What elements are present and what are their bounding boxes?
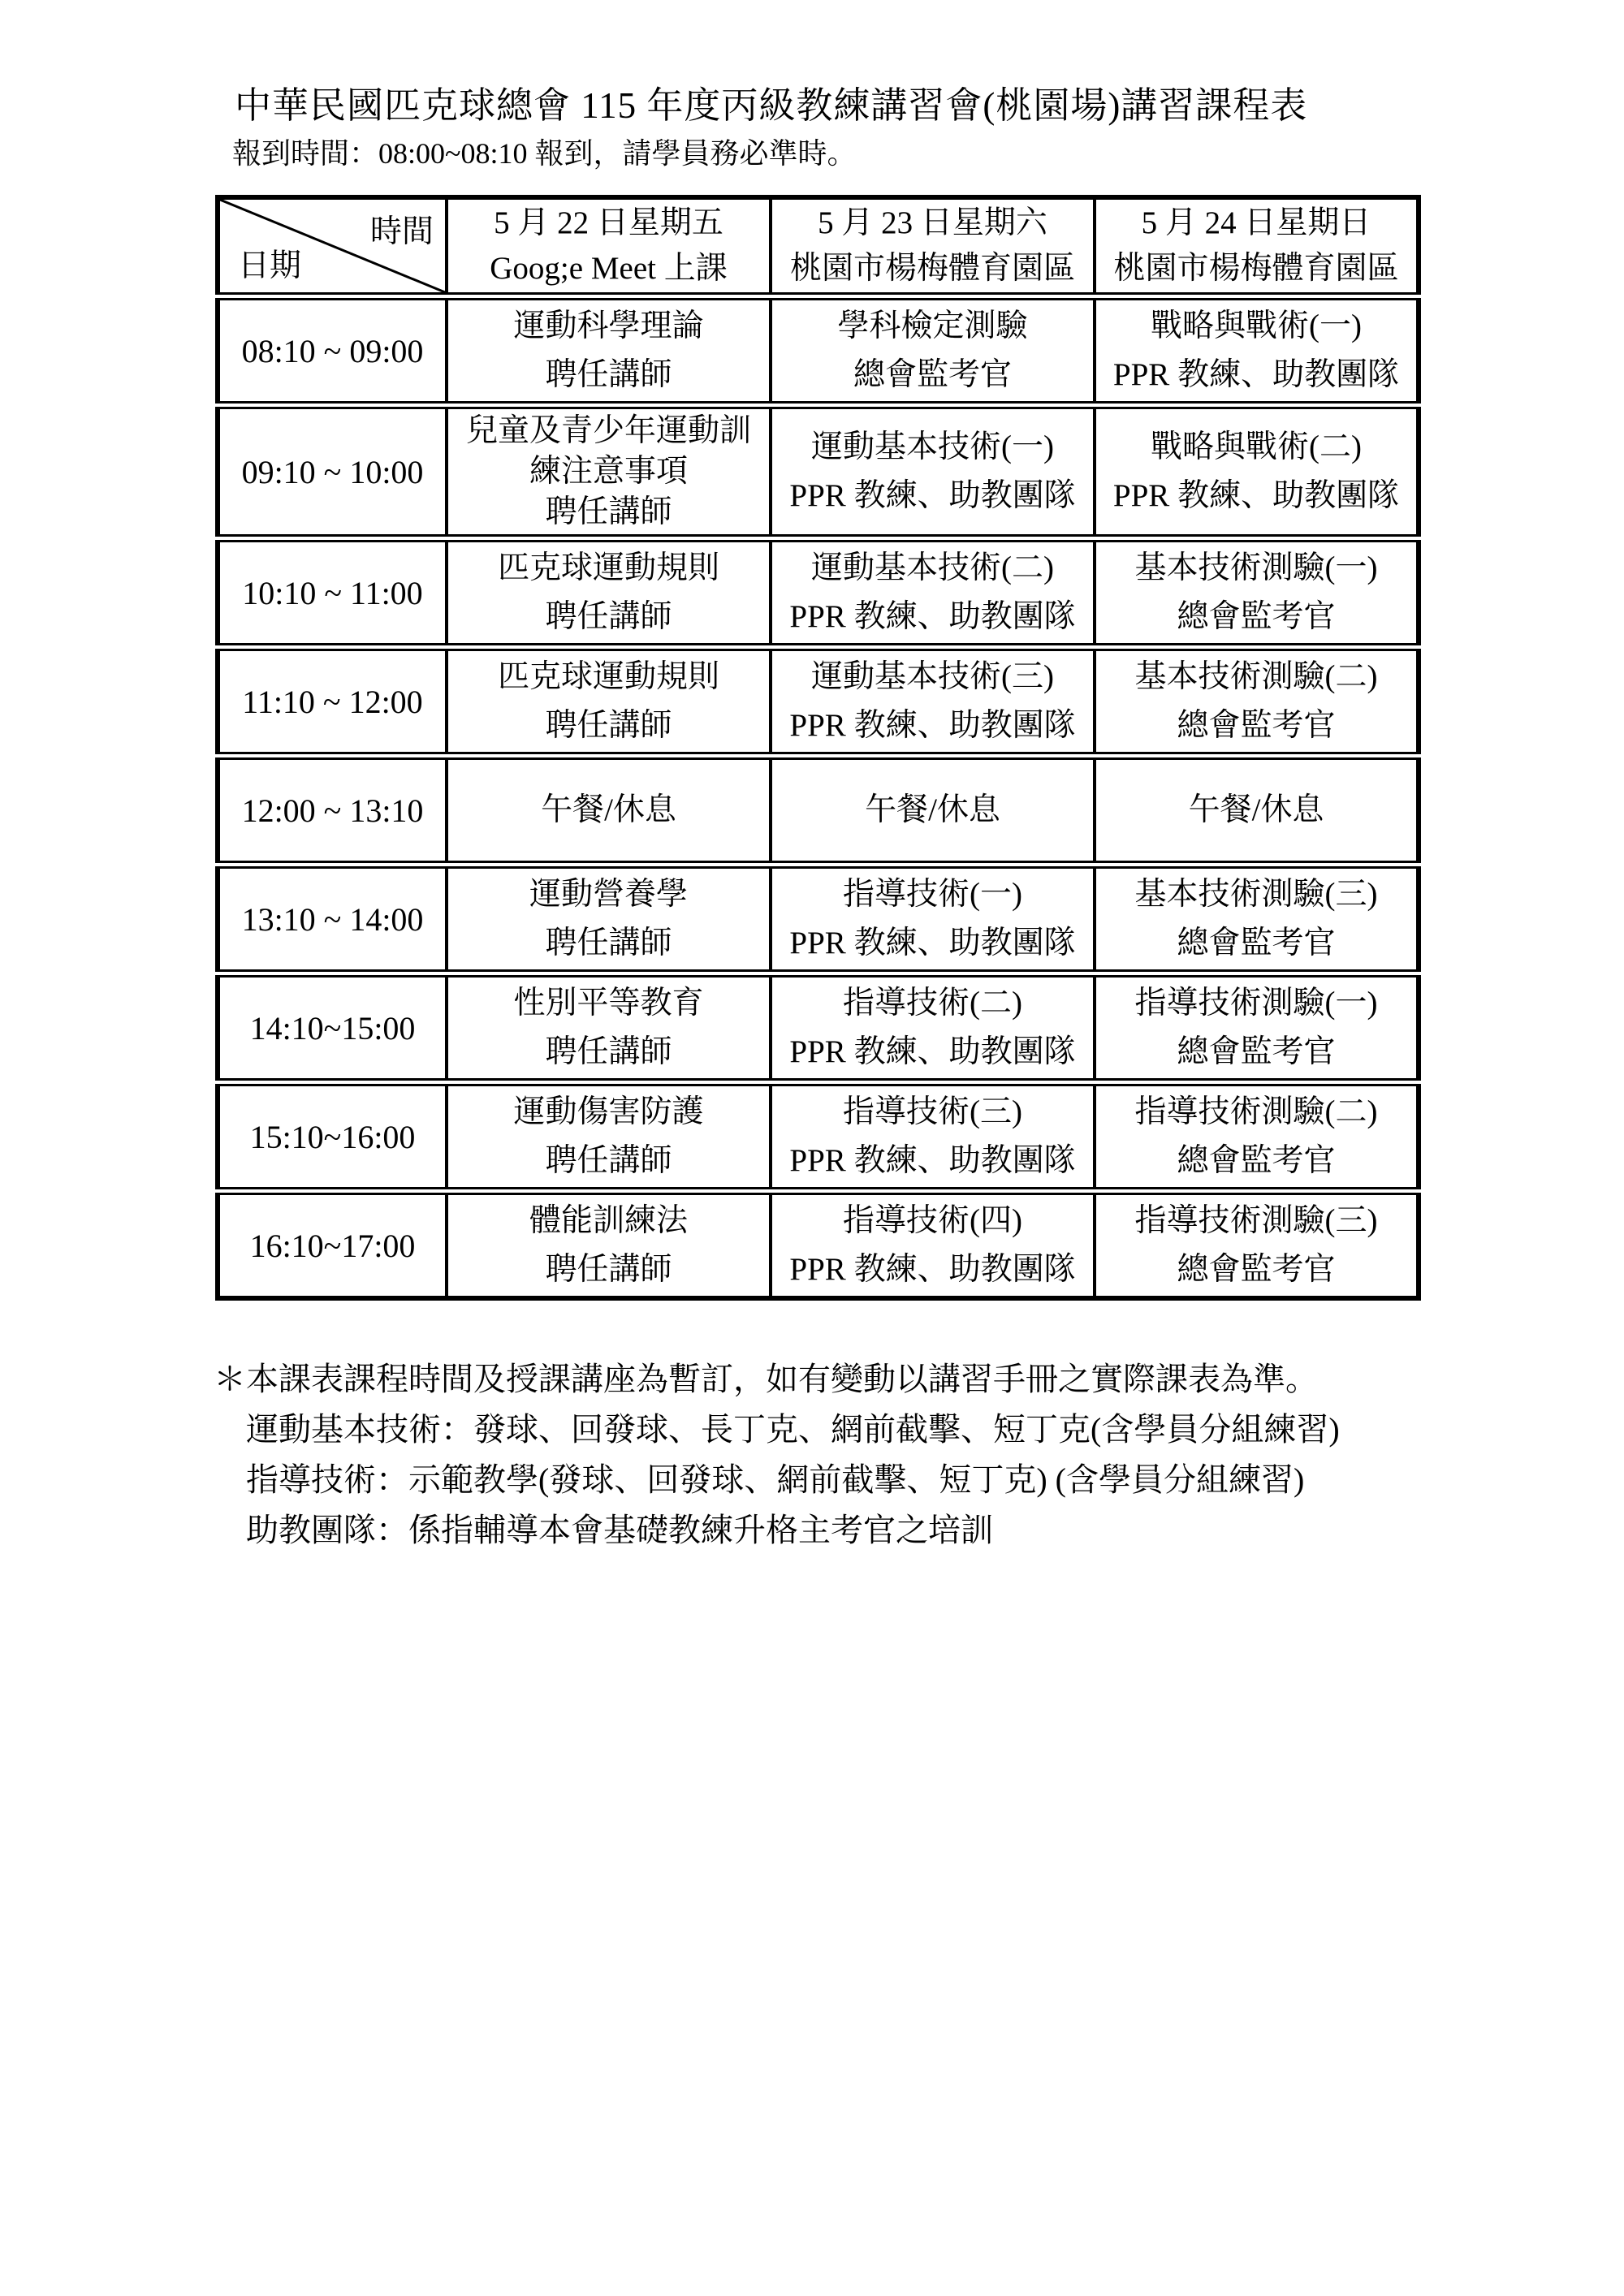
session-cell <box>1095 973 1419 1082</box>
session-cell <box>771 973 1095 1082</box>
session-staff: 聘任講師 <box>545 708 672 743</box>
session-content <box>448 409 769 534</box>
session-title: 運動營養學 <box>529 877 688 912</box>
table-row <box>218 1082 1419 1191</box>
session-staff: 總會監考官 <box>1177 1143 1336 1178</box>
time-slot: 15:10~16:00 <box>218 1082 447 1191</box>
session-cell <box>447 405 771 538</box>
day-venue: 桃園市楊梅體育園區 <box>789 251 1075 286</box>
session-content <box>1096 542 1416 643</box>
day-venue: Goog;e Meet 上課 <box>490 251 728 286</box>
session-cell <box>771 405 1095 538</box>
session-staff: 總會監考官 <box>1177 599 1336 634</box>
session-staff: PPR 教練、助教團隊 <box>789 1034 1076 1069</box>
time-slot: 16:10~17:00 <box>218 1191 447 1298</box>
session-title: 基本技術測驗(一) <box>1134 550 1378 585</box>
session-content <box>772 651 1093 752</box>
session-staff: 聘任講師 <box>545 494 672 529</box>
session-staff: 總會監考官 <box>1177 1034 1336 1069</box>
session-staff: 聘任講師 <box>545 599 672 634</box>
session-cell <box>771 865 1095 973</box>
session-cell <box>771 296 1095 405</box>
session-cell <box>771 1191 1095 1298</box>
schedule-header <box>218 197 1419 296</box>
day-header-cell <box>447 197 771 296</box>
time-slot: 11:10 ~ 12:00 <box>218 647 447 756</box>
session-title: 運動基本技術(一) <box>811 429 1054 464</box>
session-cell <box>1095 405 1419 538</box>
session-cell <box>447 973 771 1082</box>
note-line: ＊本課表課程時間及授課講座為暫訂，如有變動以講習手冊之實際課表為準。 <box>214 1361 1318 1397</box>
session-content <box>448 300 769 401</box>
session-cell <box>1095 1082 1419 1191</box>
session-title: 運動傷害防護 <box>513 1094 704 1129</box>
session-title: 指導技術測驗(二) <box>1134 1094 1378 1129</box>
session-staff: 聘任講師 <box>545 926 672 960</box>
table-row <box>218 405 1419 538</box>
day-date: 5 月 24 日星期日 <box>1141 205 1371 240</box>
session-staff: PPR 教練、助教團隊 <box>789 599 1076 634</box>
session-content <box>1096 1086 1416 1187</box>
session-staff: 聘任講師 <box>545 357 672 392</box>
session-staff: PPR 教練、助教團隊 <box>789 478 1076 513</box>
session-staff: PPR 教練、助教團隊 <box>789 1143 1076 1178</box>
session-title: 戰略與戰術(二) <box>1151 429 1362 464</box>
session-title: 學科檢定測驗 <box>837 309 1028 343</box>
session-cell <box>447 296 771 405</box>
time-slot: 08:10 ~ 09:00 <box>218 296 447 405</box>
schedule-body <box>218 296 1419 1298</box>
session-content <box>772 760 1093 861</box>
note-line: 指導技術：示範教學(發球、回發球、網前截擊、短丁克) (含學員分組練習) <box>246 1461 1305 1498</box>
session-content <box>1096 978 1416 1078</box>
session-cell <box>447 1191 771 1298</box>
session-cell <box>1095 538 1419 647</box>
session-content <box>1096 869 1416 969</box>
session-cell <box>447 538 771 647</box>
table-row <box>218 1191 1419 1298</box>
corner-date-label: 日期 <box>238 248 302 283</box>
session-title: 指導技術(四) <box>843 1203 1022 1238</box>
table-row <box>218 973 1419 1082</box>
session-title: 基本技術測驗(三) <box>1134 877 1378 912</box>
session-content <box>448 1195 769 1296</box>
session-content <box>1096 1195 1416 1296</box>
time-slot: 09:10 ~ 10:00 <box>218 405 447 538</box>
table-row <box>218 865 1419 973</box>
session-title: 指導技術測驗(三) <box>1134 1203 1378 1238</box>
session-title: 午餐/休息 <box>865 792 1000 827</box>
session-content <box>772 542 1093 643</box>
session-staff: PPR 教練、助教團隊 <box>789 1252 1076 1287</box>
session-staff: 總會監考官 <box>853 357 1012 392</box>
schedule-table <box>215 195 1421 1301</box>
table-row <box>218 756 1419 865</box>
session-staff: 總會監考官 <box>1177 1252 1336 1287</box>
session-content <box>448 1086 769 1187</box>
day-header-cell <box>1095 197 1419 296</box>
session-title: 體能訓練法 <box>529 1203 688 1238</box>
session-title: 午餐/休息 <box>1188 792 1324 827</box>
session-title: 基本技術測驗(二) <box>1134 659 1378 694</box>
session-title: 匹克球運動規則 <box>497 550 719 585</box>
session-content <box>772 421 1093 522</box>
session-cell <box>1095 1191 1419 1298</box>
note-line: 運動基本技術：發球、回發球、長丁克、網前截擊、短丁克(含學員分組練習) <box>246 1411 1340 1448</box>
session-title: 指導技術(一) <box>843 877 1022 912</box>
session-staff: PPR 教練、助教團隊 <box>1112 478 1400 513</box>
session-title: 指導技術(二) <box>843 986 1022 1021</box>
session-cell <box>447 756 771 865</box>
table-row <box>218 296 1419 405</box>
session-content <box>772 978 1093 1078</box>
session-content <box>772 300 1093 401</box>
session-staff: 總會監考官 <box>1177 708 1336 743</box>
session-cell <box>447 1082 771 1191</box>
session-staff: 總會監考官 <box>1177 926 1336 960</box>
day-date: 5 月 22 日星期五 <box>494 205 723 240</box>
day-header-cell <box>771 197 1095 296</box>
session-content <box>1096 651 1416 752</box>
session-content <box>1096 421 1416 522</box>
table-row <box>218 647 1419 756</box>
day-date: 5 月 23 日星期六 <box>818 205 1047 240</box>
session-content <box>772 1195 1093 1296</box>
session-content <box>1096 760 1416 861</box>
session-staff: PPR 教練、助教團隊 <box>1112 357 1400 392</box>
session-content <box>1096 300 1416 401</box>
session-title: 兒童及青少年運動訓 <box>465 413 751 448</box>
session-cell <box>1095 865 1419 973</box>
session-staff: PPR 教練、助教團隊 <box>789 926 1076 960</box>
table-row <box>218 538 1419 647</box>
session-title: 指導技術(三) <box>843 1094 1022 1129</box>
session-content <box>448 542 769 643</box>
session-content <box>772 869 1093 969</box>
corner-cell <box>218 197 447 296</box>
session-staff: PPR 教練、助教團隊 <box>789 708 1076 743</box>
session-content <box>772 1086 1093 1187</box>
time-slot: 13:10 ~ 14:00 <box>218 865 447 973</box>
session-cell <box>771 756 1095 865</box>
session-title: 練注意事項 <box>529 454 688 489</box>
note-line: 助教團隊：係指輔導本會基礎教練升格主考官之培訓 <box>246 1512 993 1548</box>
time-slot: 12:00 ~ 13:10 <box>218 756 447 865</box>
header-row <box>218 197 1419 296</box>
session-content <box>448 651 769 752</box>
session-cell <box>1095 756 1419 865</box>
session-cell <box>771 1082 1095 1191</box>
page-title: 中華民國匹克球總會 115 年度丙級教練講習會(桃園場)講習課程表 <box>235 85 1308 126</box>
session-title: 運動基本技術(三) <box>811 659 1054 694</box>
notes-section <box>214 1354 1340 1556</box>
session-content <box>448 978 769 1078</box>
corner-time-label: 時間 <box>369 214 434 249</box>
session-staff: 聘任講師 <box>545 1252 672 1287</box>
session-cell <box>1095 647 1419 756</box>
session-cell <box>1095 296 1419 405</box>
session-title: 運動基本技術(二) <box>811 550 1054 585</box>
session-title: 午餐/休息 <box>541 792 676 827</box>
session-title: 匹克球運動規則 <box>497 659 719 694</box>
report-time-note: 報到時間：08:00~08:10 報到，請學員務必準時。 <box>232 137 857 170</box>
session-cell <box>447 865 771 973</box>
session-title: 指導技術測驗(一) <box>1134 986 1378 1021</box>
session-staff: 聘任講師 <box>545 1034 672 1069</box>
session-cell <box>771 538 1095 647</box>
session-content <box>448 760 769 861</box>
session-title: 性別平等教育 <box>513 986 704 1021</box>
time-slot: 14:10~15:00 <box>218 973 447 1082</box>
day-venue: 桃園市楊梅體育園區 <box>1113 251 1399 286</box>
session-cell <box>771 647 1095 756</box>
session-staff: 聘任講師 <box>545 1143 672 1178</box>
session-content <box>448 869 769 969</box>
session-title: 戰略與戰術(一) <box>1151 309 1362 343</box>
session-cell <box>447 647 771 756</box>
session-title: 運動科學理論 <box>513 309 704 343</box>
time-slot: 10:10 ~ 11:00 <box>218 538 447 647</box>
